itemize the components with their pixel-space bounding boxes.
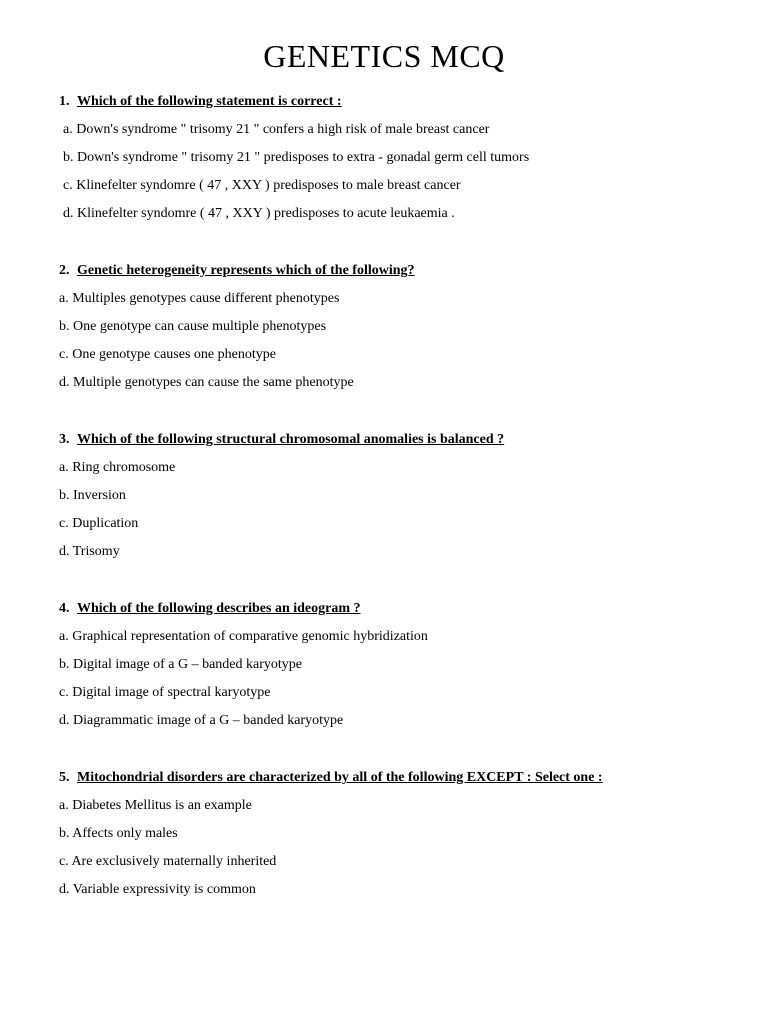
- question-5: [59, 769, 749, 899]
- question-text: Mitochondrial disorders are characterized by all of the following EXCEPT : Select one :: [77, 770, 603, 785]
- question-number: 2.: [59, 263, 70, 278]
- option-c: c. Are exclusively maternally inherited: [59, 854, 277, 869]
- page-title: GENETICS MCQ: [263, 38, 505, 74]
- option-b: b. Affects only males: [59, 826, 178, 841]
- option-c: c. Digital image of spectral karyotype: [59, 685, 271, 700]
- question-heading: [59, 600, 749, 618]
- question-1: [59, 93, 749, 223]
- option-c: c. One genotype causes one phenotype: [59, 347, 276, 362]
- question-3: [59, 431, 749, 561]
- question-text: Which of the following statement is correct :: [77, 94, 342, 109]
- option-c: c. Duplication: [59, 516, 139, 531]
- option-b: b. Digital image of a G – banded karyotype: [59, 657, 302, 672]
- question-2: [59, 262, 749, 392]
- question-heading: [59, 262, 749, 280]
- question-number: 1.: [59, 94, 70, 109]
- option-c: c. Klinefelter syndomre ( 47 , XXY ) predisposes to male breast cancer: [63, 178, 461, 193]
- question-4: [59, 600, 749, 730]
- option-d: d. Diagrammatic image of a G – banded karyotype: [59, 713, 344, 728]
- option-d: d. Klinefelter syndomre ( 47 , XXY ) predisposes to acute leukaemia .: [63, 206, 455, 221]
- question-number: 4.: [59, 601, 70, 616]
- option-b: b. One genotype can cause multiple phenotypes: [59, 319, 327, 334]
- option-b: b. Down's syndrome " trisomy 21 " predisposes to extra - gonadal germ cell tumors: [63, 150, 530, 165]
- question-heading: [59, 431, 749, 449]
- option-d: d. Variable expressivity is common: [59, 882, 256, 897]
- option-a: a. Ring chromosome: [59, 460, 176, 475]
- question-number: 5.: [59, 770, 70, 785]
- option-d: d. Trisomy: [59, 544, 120, 559]
- question-number: 3.: [59, 432, 70, 447]
- option-a: a. Down's syndrome " trisomy 21 " confers a high risk of male breast cancer: [63, 122, 490, 137]
- question-text: Genetic heterogeneity represents which of the following?: [77, 263, 415, 278]
- question-heading: [59, 93, 749, 111]
- option-d: d. Multiple genotypes can cause the same phenotype: [59, 375, 354, 390]
- option-a: a. Graphical representation of comparative genomic hybridization: [59, 629, 428, 644]
- question-text: Which of the following structural chromosomal anomalies is balanced ?: [77, 432, 505, 447]
- option-a: a. Diabetes Mellitus is an example: [59, 798, 252, 813]
- question-heading: [59, 769, 749, 787]
- option-b: b. Inversion: [59, 488, 126, 503]
- option-a: a. Multiples genotypes cause different phenotypes: [59, 291, 340, 306]
- question-text: Which of the following describes an ideogram ?: [77, 601, 361, 616]
